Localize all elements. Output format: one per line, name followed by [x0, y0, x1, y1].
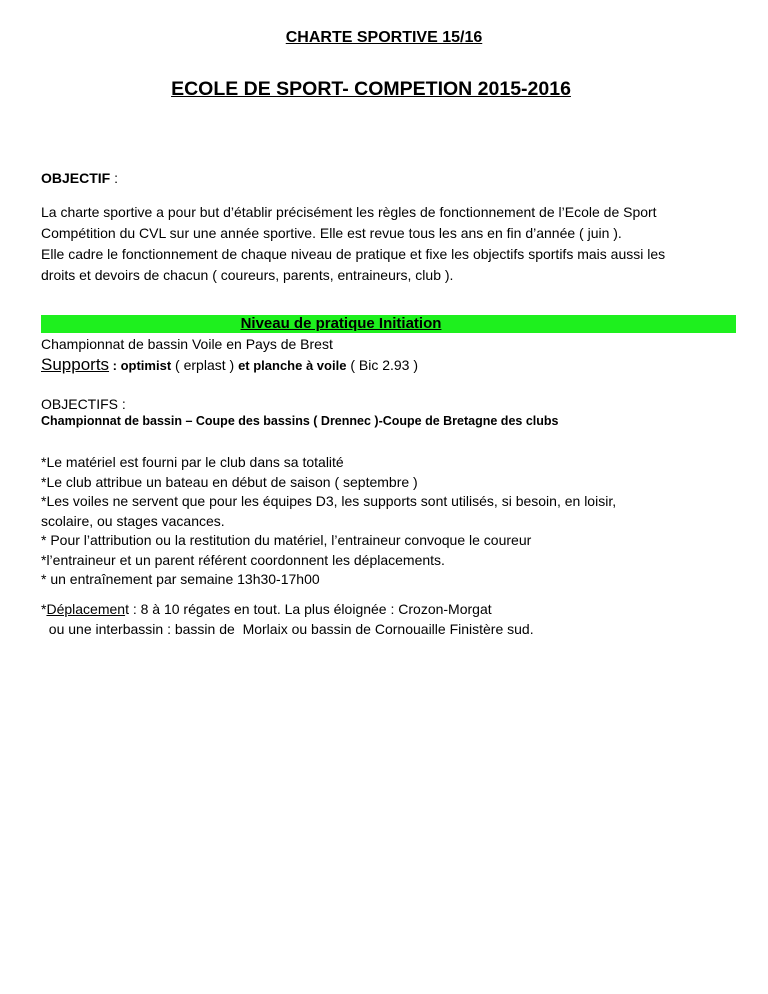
objectif-colon: : [110, 170, 119, 186]
intro-line-2: Compétition du CVL sur une année sportive. Elle est revue tous les ans en fin d’année ( juin ). [41, 225, 622, 241]
objectif-intro [41, 202, 741, 286]
supports-optimist: : optimist [109, 358, 172, 373]
deplacement-line-2: ou une interbassin : bassin de Morlaix ou bassin de Cornouaille Finistère sud. [41, 620, 534, 637]
intro-line-3: Elle cadre le fonctionnement de chaque niveau de pratique et fixe les objectifs sportifs mais aussi les [41, 246, 666, 262]
deplacement-word: Déplacemen [46, 601, 126, 617]
intro-line-1: La charte sportive a pour but d’établir précisément les règles de fonctionnement de l’Ecole de Sport [41, 204, 657, 220]
rules-list [41, 453, 741, 590]
deplacement-block [41, 600, 741, 639]
intro-line-4: droits et devoirs de chacun ( coureurs, parents, entraineurs, club ). [41, 267, 454, 283]
section-heading-band [41, 315, 736, 333]
document-subtitle: ECOLE DE SPORT- COMPETION 2015-2016 [171, 78, 571, 100]
supports-line [41, 355, 418, 375]
rule-line: *Le club attribue un bateau en début de saison ( septembre ) [41, 473, 418, 490]
supports-erplast: ( erplast ) [171, 357, 239, 373]
rule-line: *Le matériel est fourni par le club dans sa totalité [41, 454, 344, 470]
rule-line: *Les voiles ne servent que pour les équipes D3, les supports sont utilisés, si besoin, en loisir, [41, 493, 617, 509]
document-title: CHARTE SPORTIVE 15/16 [285, 29, 483, 46]
deplacement-rest: t : 8 à 10 régates en tout. La plus éloignée : Crozon-Morgat [125, 601, 492, 617]
supports-label: Supports [41, 355, 110, 374]
objectif-label: OBJECTIF [41, 170, 111, 186]
rule-line: scolaire, ou stages vacances. [41, 512, 225, 529]
objectifs-detail: Championnat de bassin – Coupe des bassins ( Drennec )-Coupe de Bretagne des clubs [41, 414, 559, 428]
rule-line: * Pour l’attribution ou la restitution du matériel, l’entraineur convoque le coureur [41, 532, 532, 548]
objectif-heading [41, 170, 118, 186]
supports-bic: ( Bic 2.93 ) [346, 357, 419, 373]
rule-line: * un entraînement par semaine 13h30-17h00 [41, 571, 320, 587]
deplacement-line-1 [41, 600, 741, 620]
rule-line: *l’entraineur et un parent référent coordonnent les déplacements. [41, 551, 445, 568]
deplacement-star: * [41, 601, 47, 617]
objectifs-label: OBJECTIFS : [41, 396, 126, 412]
section-heading: Niveau de pratique Initiation [240, 315, 442, 332]
supports-planche: et planche à voile [238, 358, 347, 373]
championship-line: Championnat de bassin Voile en Pays de Brest [41, 336, 333, 352]
